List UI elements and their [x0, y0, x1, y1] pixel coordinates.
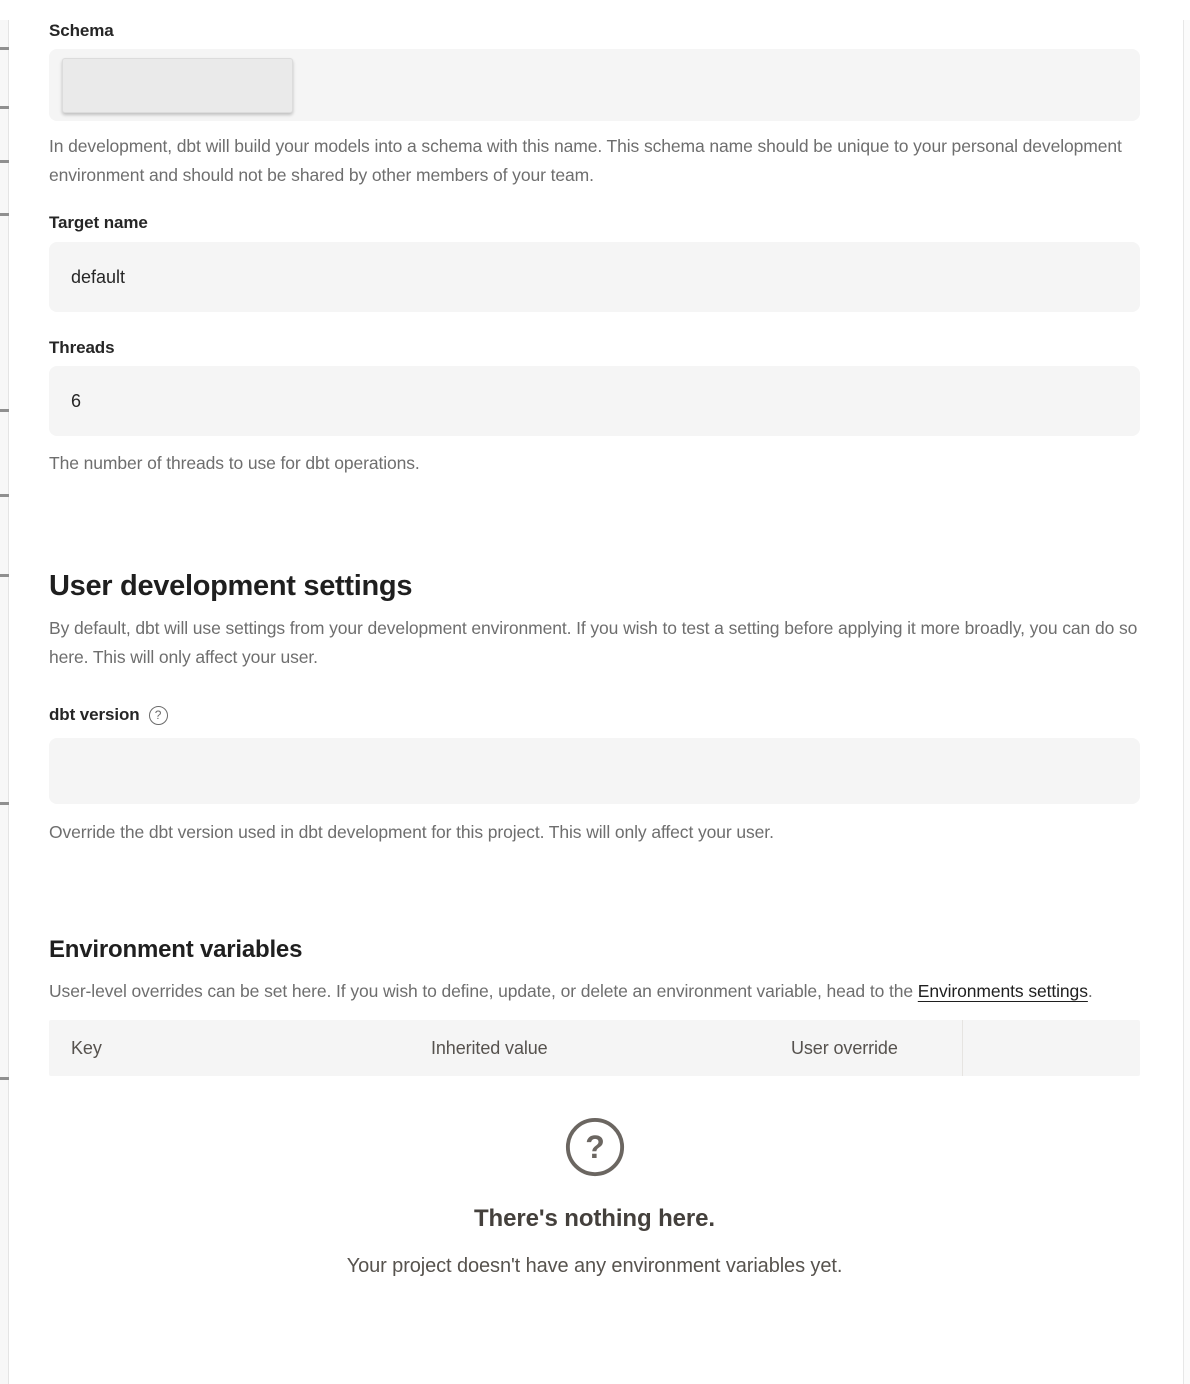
dbt-version-help-text: Override the dbt version used in dbt development for this project. This will only affect your user. — [49, 822, 774, 842]
target-name-label: Target name — [49, 213, 148, 232]
gutter-tick — [0, 409, 9, 412]
credentials-settings-form — [0, 20, 1190, 1281]
user-development-settings-description: By default, dbt will use settings from your development environment. If you wish to test a setting before applying it more broadly, you can do so here. This will only affect your user. — [49, 618, 1138, 667]
gutter-tick — [0, 494, 9, 497]
dbt-version-input[interactable] — [49, 738, 1140, 804]
left-panel-edge — [0, 20, 9, 1384]
threads-input[interactable] — [49, 366, 1140, 436]
env-description-period: . — [1087, 981, 1093, 1001]
column-header-actions — [962, 1020, 1140, 1076]
env-vars-empty-state — [49, 1116, 1140, 1281]
gutter-tick — [0, 1077, 9, 1080]
gutter-tick — [0, 574, 9, 577]
schema-input[interactable] — [49, 49, 1140, 121]
schema-label: Schema — [49, 21, 114, 40]
environment-variables-title: Environment variables — [49, 936, 303, 963]
gutter-tick — [0, 213, 9, 216]
target-name-input[interactable] — [49, 242, 1140, 312]
user-development-settings-title: User development settings — [49, 570, 413, 602]
threads-label: Threads — [49, 338, 115, 357]
gutter-tick — [0, 802, 9, 805]
scrollbar-track[interactable] — [1183, 20, 1190, 1384]
env-vars-table-header — [49, 1020, 1140, 1076]
column-header-inherited-value: Inherited value — [431, 1037, 548, 1058]
env-description-text: User-level overrides can be set here. If you wish to define, update, or delete an environment variable, head to the — [49, 981, 918, 1001]
question-circle-icon — [564, 1116, 626, 1178]
schema-help-text: In development, dbt will build your models into a schema with this name. This schema name should be unique to your personal development environment and should not be shared by other members of your team. — [49, 136, 1122, 185]
question-circle-icon[interactable]: ? — [149, 706, 168, 725]
empty-state-title: There's nothing here. — [474, 1205, 715, 1232]
schema-redacted-value — [62, 58, 293, 113]
column-header-key: Key — [71, 1037, 102, 1058]
environment-variables-description — [49, 977, 1140, 1006]
gutter-tick — [0, 106, 9, 109]
svg-text:?: ? — [584, 1129, 605, 1166]
gutter-tick — [0, 47, 9, 50]
threads-help-text: The number of threads to use for dbt operations. — [49, 453, 420, 473]
environments-settings-link[interactable]: Environments settings — [917, 981, 1088, 1001]
column-header-user-override: User override — [791, 1037, 898, 1058]
empty-state-subtitle: Your project doesn't have any environment variables yet. — [346, 1255, 843, 1277]
gutter-tick — [0, 160, 9, 163]
dbt-version-label-text: dbt version — [49, 705, 140, 724]
dbt-version-label — [49, 704, 1140, 726]
